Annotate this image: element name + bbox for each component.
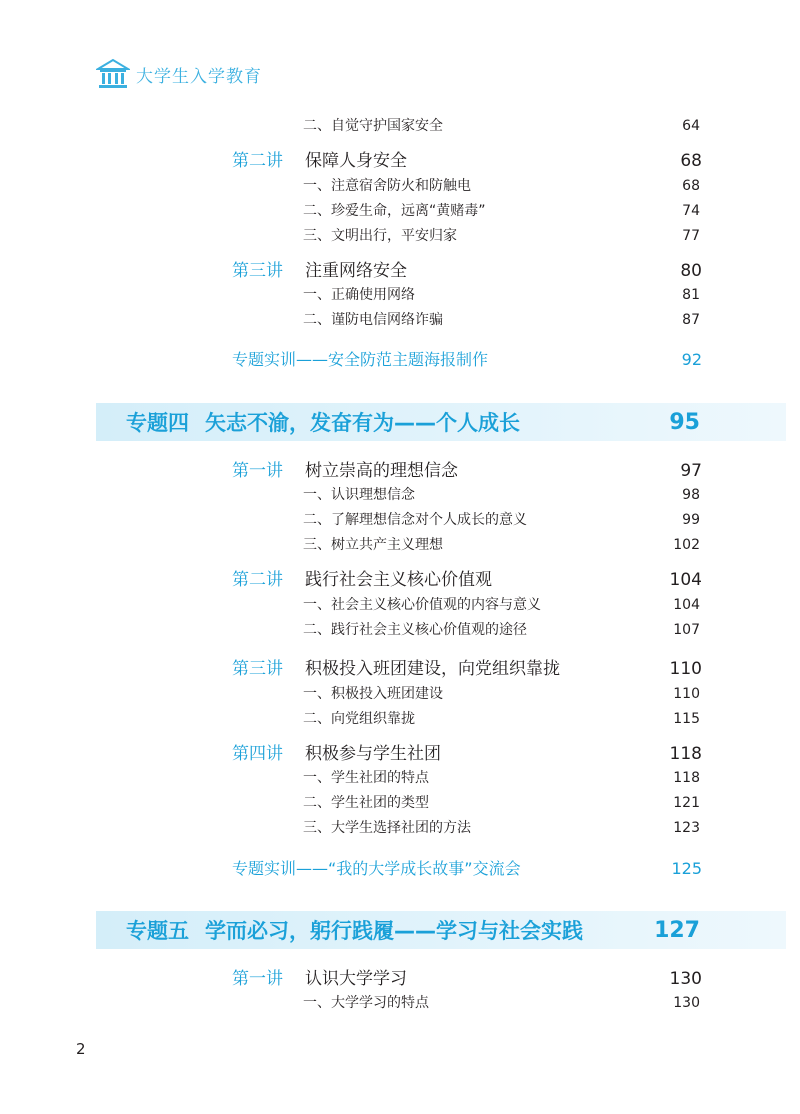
lecture-label: 第四讲 xyxy=(232,744,283,764)
entry-page: 123 xyxy=(673,820,700,836)
entry-title: 一、积极投入班团建设 xyxy=(303,686,443,702)
toc-section-entry[interactable] xyxy=(303,225,700,245)
toc-topic-entry[interactable] xyxy=(96,403,786,441)
toc-section-entry[interactable] xyxy=(303,708,700,728)
entry-title: 一、社会主义核心价值观的内容与意义 xyxy=(303,597,541,613)
entry-title: 二、向党组织靠拢 xyxy=(303,711,415,727)
page-number: 2 xyxy=(76,1040,86,1058)
entry-title: 三、大学生选择社团的方法 xyxy=(303,820,471,836)
toc-section-entry[interactable] xyxy=(303,484,700,504)
toc-section-entry[interactable] xyxy=(303,767,700,787)
entry-title: 积极投入班团建设，向党组织靠拢 xyxy=(305,659,560,679)
lecture-label: 第二讲 xyxy=(232,151,283,171)
entry-title: 二、践行社会主义核心价值观的途径 xyxy=(303,622,527,638)
entry-page: 118 xyxy=(673,770,700,786)
lecture-label: 第一讲 xyxy=(232,969,283,989)
entry-page: 107 xyxy=(673,622,700,638)
entry-page: 127 xyxy=(654,917,700,943)
lecture-label: 第三讲 xyxy=(232,659,283,679)
entry-page: 121 xyxy=(673,795,700,811)
toc-lecture-entry[interactable] xyxy=(232,964,702,989)
entry-title: 专题实训——“我的大学成长故事”交流会 xyxy=(232,859,521,878)
entry-title: 树立崇高的理想信念 xyxy=(305,461,458,481)
toc-lecture-entry[interactable] xyxy=(232,565,702,590)
toc-section-entry[interactable] xyxy=(303,309,700,329)
toc-section-entry[interactable] xyxy=(303,200,700,220)
entry-title: 保障人身安全 xyxy=(305,151,407,171)
entry-page: 110 xyxy=(669,659,702,679)
toc-section-entry[interactable] xyxy=(303,792,700,812)
topic-label: 专题五 xyxy=(126,919,189,943)
entry-page: 130 xyxy=(669,969,702,989)
entry-title: 学而必习，躬行践履——学习与社会实践 xyxy=(205,919,583,943)
entry-page: 81 xyxy=(682,287,700,303)
entry-page: 80 xyxy=(680,261,702,281)
toc-lecture-entry[interactable] xyxy=(232,256,702,281)
entry-page: 125 xyxy=(671,859,702,878)
entry-title: 二、了解理想信念对个人成长的意义 xyxy=(303,512,527,528)
toc-section-entry[interactable] xyxy=(303,817,700,837)
toc-practice-entry[interactable] xyxy=(232,856,702,879)
entry-page: 92 xyxy=(681,350,702,369)
entry-page: 95 xyxy=(669,409,700,435)
entry-title: 二、珍爱生命，远离“黄赌毒” xyxy=(303,203,486,219)
toc-section-entry[interactable] xyxy=(303,992,700,1012)
entry-title: 专题实训——安全防范主题海报制作 xyxy=(232,350,489,369)
entry-page: 110 xyxy=(673,686,700,702)
entry-page: 99 xyxy=(682,512,700,528)
entry-title: 一、大学学习的特点 xyxy=(303,995,429,1011)
toc-section-entry[interactable] xyxy=(303,619,700,639)
entry-page: 68 xyxy=(682,178,700,194)
lecture-label: 第一讲 xyxy=(232,461,283,481)
building-columns-icon xyxy=(96,58,130,90)
entry-page: 68 xyxy=(680,151,702,171)
entry-title: 矢志不渝，发奋有为——个人成长 xyxy=(205,411,520,435)
entry-title: 三、文明出行，平安归家 xyxy=(303,228,457,244)
entry-page: 77 xyxy=(682,228,700,244)
entry-page: 118 xyxy=(669,744,702,764)
entry-page: 104 xyxy=(673,597,700,613)
entry-page: 104 xyxy=(669,570,702,590)
toc-section-entry[interactable] xyxy=(303,594,700,614)
book-title: 大学生入学教育 xyxy=(136,66,262,87)
entry-title: 二、谨防电信网络诈骗 xyxy=(303,312,443,328)
entry-title: 认识大学学习 xyxy=(305,969,407,989)
entry-title: 一、注意宿舍防火和防触电 xyxy=(303,178,471,194)
lecture-label: 第三讲 xyxy=(232,261,283,281)
entry-page: 64 xyxy=(682,118,700,134)
topic-label: 专题四 xyxy=(126,411,189,435)
entry-page: 102 xyxy=(673,537,700,553)
entry-title: 一、正确使用网络 xyxy=(303,287,415,303)
entry-title: 一、认识理想信念 xyxy=(303,487,415,503)
toc-lecture-entry[interactable] xyxy=(232,739,702,764)
toc-section-entry[interactable] xyxy=(303,534,700,554)
entry-title: 三、树立共产主义理想 xyxy=(303,537,443,553)
entry-page: 74 xyxy=(682,203,700,219)
entry-page: 97 xyxy=(680,461,702,481)
entry-title: 积极参与学生社团 xyxy=(305,744,441,764)
toc-topic-entry[interactable] xyxy=(96,911,786,949)
entry-title: 二、学生社团的类型 xyxy=(303,795,429,811)
entry-page: 98 xyxy=(682,487,700,503)
entry-title: 一、学生社团的特点 xyxy=(303,770,429,786)
entry-title: 践行社会主义核心价值观 xyxy=(305,570,492,590)
entry-title: 注重网络安全 xyxy=(305,261,407,281)
toc-lecture-entry[interactable] xyxy=(232,654,702,679)
toc-lecture-entry[interactable] xyxy=(232,456,702,481)
toc-practice-entry[interactable] xyxy=(232,347,702,370)
toc-section-entry[interactable] xyxy=(303,683,700,703)
entry-page: 130 xyxy=(673,995,700,1011)
toc-section-entry[interactable] xyxy=(303,115,700,135)
entry-title: 二、自觉守护国家安全 xyxy=(303,118,443,134)
lecture-label: 第二讲 xyxy=(232,570,283,590)
running-header xyxy=(96,56,262,92)
entry-page: 115 xyxy=(673,711,700,727)
toc-section-entry[interactable] xyxy=(303,175,700,195)
toc-section-entry[interactable] xyxy=(303,284,700,304)
entry-page: 87 xyxy=(682,312,700,328)
toc-section-entry[interactable] xyxy=(303,509,700,529)
toc-lecture-entry[interactable] xyxy=(232,146,702,171)
